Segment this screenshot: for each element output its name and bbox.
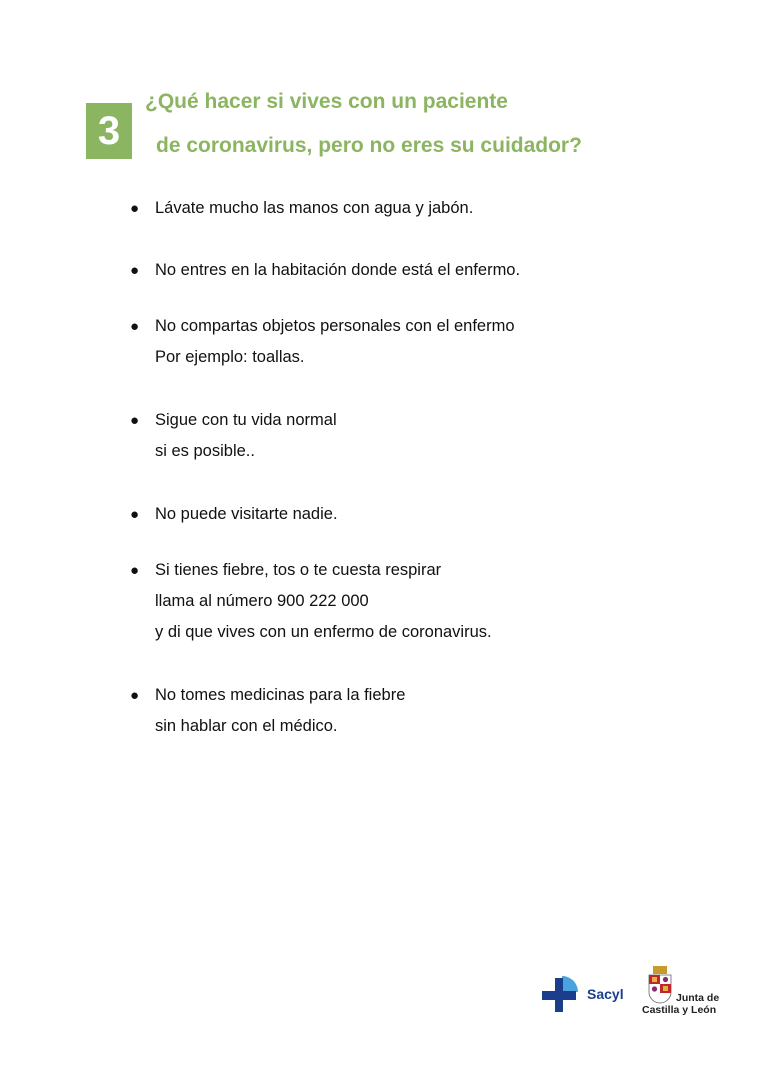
- list-item-text: sin hablar con el médico.: [155, 717, 338, 735]
- list-item-text: llama al número 900 222 000: [155, 592, 369, 610]
- bullet-icon: ●: [130, 318, 140, 335]
- junta-label: [642, 992, 719, 1016]
- list-item-text: No entres en la habitación donde está el enfermo.: [155, 261, 521, 279]
- list-item-text: si es posible..: [155, 442, 255, 460]
- bullet-icon: ●: [130, 412, 140, 429]
- footer-logos: [540, 966, 740, 1026]
- page-title-line-2: de coronavirus, pero no eres su cuidador?: [156, 134, 582, 157]
- bullet-icon: ●: [130, 506, 140, 523]
- list-item-text: Por ejemplo: toallas.: [155, 348, 305, 366]
- list-item-text: No tomes medicinas para la fiebre: [155, 686, 406, 704]
- list-item-text: No puede visitarte nadie.: [155, 505, 338, 523]
- bullet-icon: ●: [130, 687, 140, 704]
- sacyl-label: Sacyl: [587, 986, 624, 1002]
- sacyl-logo-icon: [540, 972, 584, 1018]
- page-title-line-1: ¿Qué hacer si vives con un paciente: [145, 90, 508, 113]
- list-item-text: Sigue con tu vida normal: [155, 411, 337, 429]
- list-item-text: y di que vives con un enfermo de coronavirus.: [155, 623, 492, 641]
- bullet-icon: ●: [130, 262, 140, 279]
- bullet-icon: ●: [130, 562, 140, 579]
- junta-label-line2: Castilla y León: [642, 1004, 717, 1016]
- bullet-icon: ●: [130, 200, 140, 217]
- section-number-badge: 3: [86, 103, 132, 159]
- list-item-text: Si tienes fiebre, tos o te cuesta respirar: [155, 561, 442, 579]
- list-item-text: Lávate mucho las manos con agua y jabón.: [155, 199, 474, 217]
- junta-label-line1: Junta de: [676, 992, 720, 1004]
- list-item-text: No compartas objetos personales con el enfermo: [155, 317, 515, 335]
